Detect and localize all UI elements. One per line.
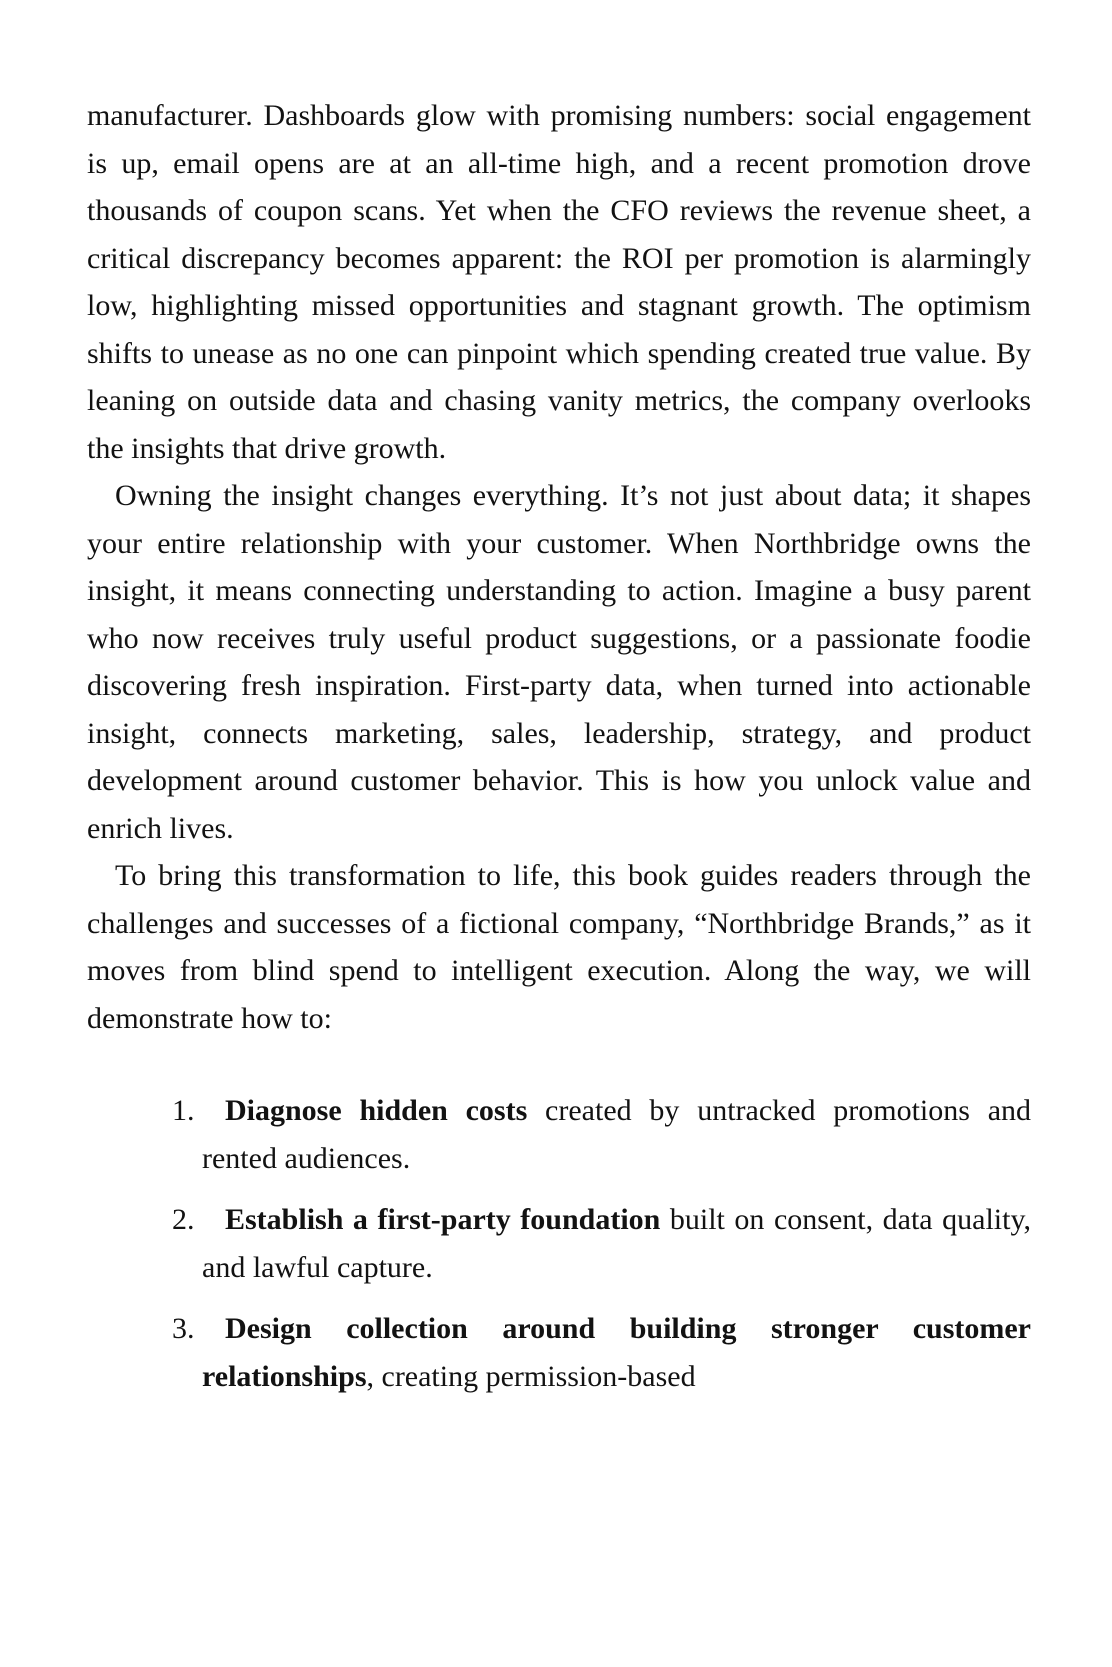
list-item-2-rest: built on consent, data quality, and lawful capture. xyxy=(202,1203,1032,1284)
list-item-3-rest: , creating permission-based xyxy=(366,1359,696,1393)
text-block xyxy=(87,92,1031,1400)
list-item-3-lead: Design collection around building stronger customer relationships xyxy=(202,1312,1031,1393)
list-item-1-lead: Diagnose hidden costs xyxy=(225,1094,528,1127)
list-item-1-number: 1. xyxy=(172,1094,195,1127)
paragraph-owning-the-insight: Owning the insight changes everything. It’s not just about data; it shapes your entire relationship with your customer. When Northbridge owns the insight, it means connecting understanding to action. Imagine a busy parent who now receives truly useful product suggestions, or a passionate foodie discovering fresh inspiration. First-party data, when turned into actionable insight, connects marketing, sales, leadership, strategy, and product development around customer behavior. This is how you unlock value and enrich lives. xyxy=(87,479,1031,845)
numbered-list xyxy=(87,1087,1031,1400)
list-item-2-lead: Establish a first-party foundation xyxy=(225,1203,661,1236)
paragraph-to-bring-transformation: To bring this transformation to life, this book guides readers through the challenges and successes of a fictional company, “Northbridge Brands,” as it moves from blind spend to intelligent execution. Along the way, we will demonstrate how to: xyxy=(87,859,1031,1035)
list-item-2 xyxy=(87,1196,1031,1291)
list-item-1-rest: created by untracked promotions and rented audiences. xyxy=(202,1094,1032,1175)
list-item-3-number: 3. xyxy=(172,1312,195,1345)
paragraph-continuation: manufacturer. Dashboards glow with promising numbers: social engagement is up, email opens are at an all-time high, and a recent promotion drove thousands of coupon scans. Yet when the CFO reviews the revenue sheet, a critical discrepancy becomes apparent: the ROI per promotion is alarmingly low, highlighting missed opportunities and stagnant growth. The optimism shifts to unease as no one can pinpoint which spending created true value. By leaning on outside data and chasing vanity metrics, the company overlooks the insights that drive growth. xyxy=(87,99,1031,465)
list-item-2-number: 2. xyxy=(172,1203,195,1236)
list-item-3 xyxy=(87,1305,1031,1400)
list-item-1 xyxy=(87,1087,1031,1182)
